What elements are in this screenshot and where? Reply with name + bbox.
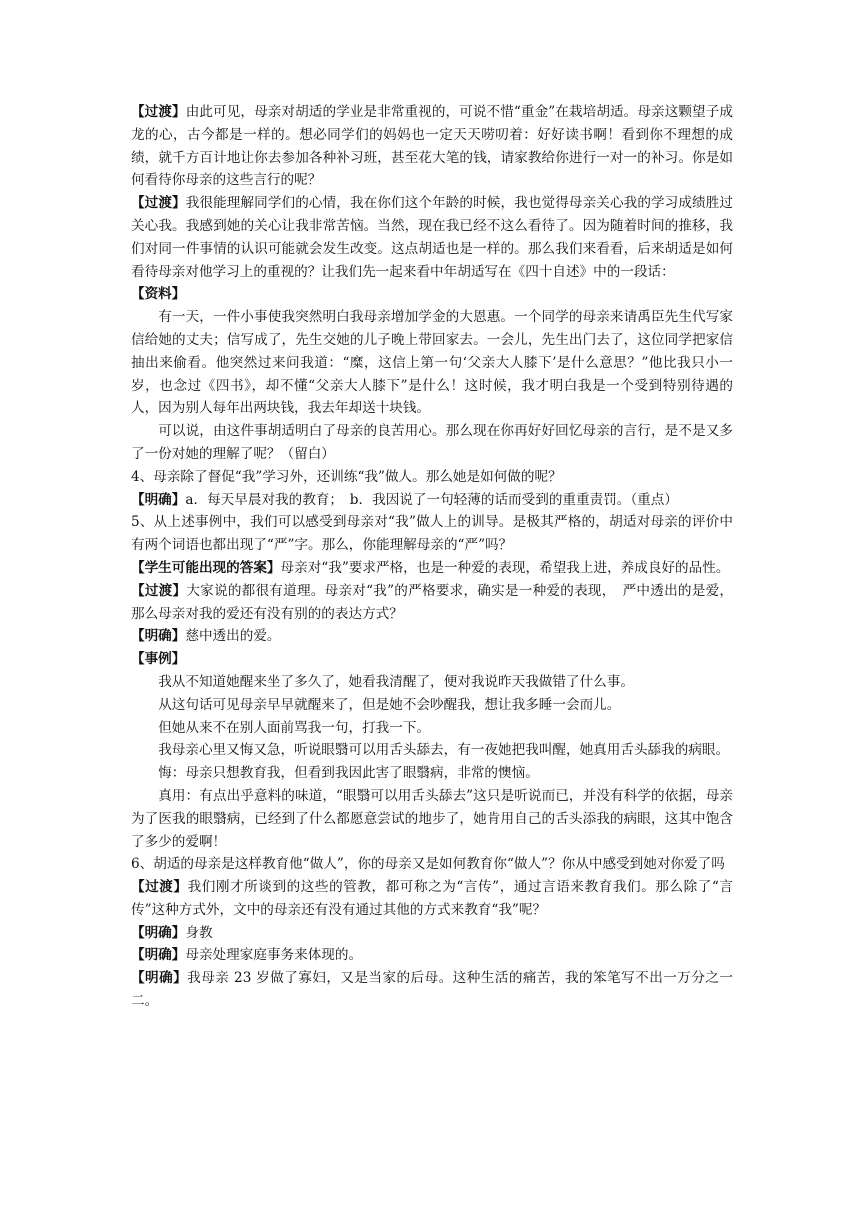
- paragraph-text: 我从不知道她醒来坐了多久了，她看我清醒了，便对我说昨天我做错了什么事。: [158, 673, 634, 690]
- paragraph: [131, 648, 733, 671]
- paragraph-text: 从这句话可见母亲早早就醒来了，但是她不会吵醒我，想让我多睡一会而儿。: [158, 696, 621, 713]
- paragraph: [131, 853, 733, 876]
- paragraph: [131, 922, 733, 945]
- paragraph-label: 【资料】: [131, 286, 186, 303]
- paragraph-label: 【过渡】: [131, 582, 187, 599]
- paragraph: [131, 944, 733, 967]
- paragraph-text: 我母亲心里又悔又急，听说眼翳可以用舌头舔去，有一夜她把我叫醒，她真用舌头舔我的病眼。: [158, 742, 730, 759]
- paragraph: [131, 101, 733, 192]
- paragraph-text: 真用：有点出乎意料的味道，“眼翳可以用舌头舔去”这只是听说而已，并没有科学的依据，母亲为了医我的眼翳病，已经到了什么都愿意尝试的地步了，她肯用自己的舌头添我的病眼，这其中饱含了多少的爱啊！: [131, 787, 733, 850]
- paragraph-text: 我们刚才所谈到的这些的管教，都可称之为“言传”，通过言语来教育我们。那么除了“言传”这种方式外，文中的母亲还有没有通过其他的方式来教育“我”呢？: [131, 879, 733, 918]
- paragraph: [131, 306, 733, 420]
- paragraph: [131, 420, 733, 466]
- paragraph-text: 可以说，由这件事胡适明白了母亲的良苦用心。那么现在你再好好回忆母亲的言行，是不是又多了一份对她的理解了呢？（留白）: [131, 423, 733, 462]
- paragraph-label: 【事例】: [131, 651, 186, 668]
- paragraph: [131, 466, 733, 489]
- paragraph-text: 6、胡适的母亲是这样教育他“做人”，你的母亲又是如何教育你“做人”？你从中感受到她对你爱了吗: [131, 856, 725, 873]
- paragraph: [131, 511, 733, 557]
- paragraph-text: 我很能理解同学们的心情，我在你们这个年龄的时候，我也觉得母亲关心我的学习成绩胜过关心我。我感到她的关心让我非常苦恼。当然，现在我已经不这么看待了。因为随着时间的推移，我们对同一件事情的认识可能就会发生改变。这点胡适也是一样的。那么我们来看看，后来胡适是如何看待母亲对他学习上的重视的？让我们先一起来看中年胡适写在《四十自述》中的一段话：: [131, 195, 734, 280]
- paragraph: [131, 694, 733, 717]
- paragraph-text: 母亲对“我”要求严格，也是一种爱的表现，希望我上进，养成良好的品性。: [280, 559, 730, 576]
- paragraph-label: 【学生可能出现的答案】: [131, 559, 281, 576]
- paragraph: [131, 580, 733, 626]
- paragraph: [131, 762, 733, 785]
- paragraph-text: 有一天，一件小事使我突然明白我母亲增加学金的大恩惠。一个同学的母亲来请禹臣先生代写家信给她的丈夫；信写成了，先生交她的儿子晚上带回家去。一会儿，先生出门去了，这位同学把家信抽出来偷看。他突然过来问我道：“糜，这信上第一句‘父亲大人膝下’是什么意思？”他比我只小一岁，也念过《四书》，却不懂“父亲大人膝下”是什么！这时候，我才明白我是一个受到特别待遇的人，因为别人每年出两块钱，我去年却送十块钱。: [131, 309, 733, 417]
- document-page: [131, 101, 733, 1013]
- paragraph: [131, 283, 733, 306]
- paragraph: [131, 967, 733, 1013]
- paragraph-label: 【明确】: [131, 970, 188, 987]
- paragraph: [131, 625, 733, 648]
- paragraph-text: 大家说的都很有道理。母亲对“我”的严格要求，确实是一种爱的表现， 严中透出的是爱，那么母亲对我的爱还有没有别的的表达方式？: [131, 582, 733, 622]
- paragraph-text: 4、母亲除了督促“我”学习外，还训练“我”做人。那么她是如何做的呢？: [131, 468, 562, 485]
- paragraph-label: 【明确】: [131, 628, 186, 645]
- paragraph: [131, 739, 733, 762]
- paragraph-text: 悔：母亲只想教育我，但看到我因此害了眼翳病，非常的懊恼。: [158, 765, 539, 782]
- paragraph-text: 母亲处理家庭事务来体现的。: [185, 947, 363, 964]
- paragraph-text: 我母亲 23 岁做了寡妇，又是当家的后母。这种生活的痛苦，我的笨笔写不出一万分之一二。: [131, 970, 734, 1010]
- paragraph: [131, 192, 733, 283]
- paragraph: [131, 671, 733, 694]
- paragraph-label: 【过渡】: [131, 879, 188, 896]
- paragraph-label: 【明确】: [131, 947, 186, 964]
- paragraph-label: 【明确】: [131, 491, 186, 508]
- paragraph-label: 【过渡】: [131, 195, 186, 212]
- paragraph-text: 但她从来不在别人面前骂我一句，打我一下。: [158, 719, 431, 736]
- paragraph-text: 由此可见，母亲对胡适的学业是非常重视的，可说不惜“重金”在栽培胡适。母亲这颗望子成龙的心，古今都是一样的。想必同学们的妈妈也一定天天唠叨着：好好读书啊！看到你不理想的成绩，就千方百计地让你去参加各种补习班，甚至花大笔的钱，请家教给你进行一对一的补习。你是如何看待你母亲的这些言行的呢？: [131, 104, 733, 189]
- paragraph: [131, 717, 733, 740]
- paragraph: [131, 785, 733, 853]
- paragraph: [131, 876, 733, 922]
- paragraph-text: 身教: [185, 924, 213, 941]
- paragraph: [131, 489, 733, 512]
- paragraph-text: 慈中透出的爱。: [185, 628, 281, 645]
- paragraph: [131, 557, 733, 580]
- paragraph-label: 【过渡】: [131, 104, 186, 120]
- paragraph-label: 【明确】: [131, 924, 186, 941]
- paragraph-text: a．每天早晨对我的教育； b．我因说了一句轻薄的话而受到的重重责罚。（重点）: [185, 491, 678, 508]
- paragraph-text: 5、从上述事例中，我们可以感受到母亲对“我”做人上的训导。是极其严格的，胡适对母亲的评价中有两个词语也都出现了“严”字。那么，你能理解母亲的“严”吗？: [131, 514, 733, 554]
